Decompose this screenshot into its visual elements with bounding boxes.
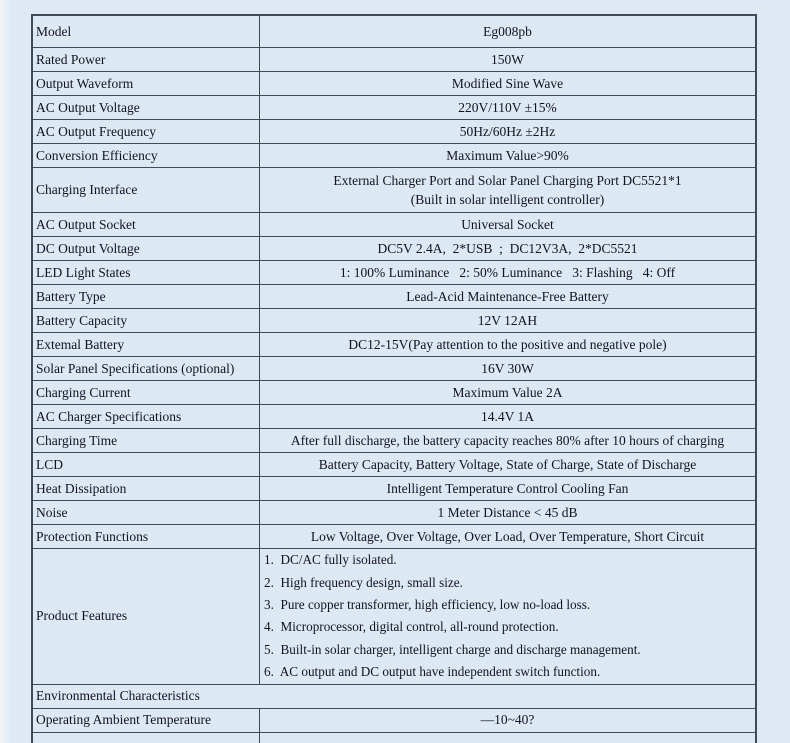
specification-table [31,14,757,743]
row-value: Battery Capacity, Battery Voltage, State of Charge, State of Discharge [318,456,697,472]
row-value: —10~40? [480,712,535,728]
row-label: AC Output Voltage [33,96,260,119]
row-label: Battery Capacity [33,309,260,332]
row-label: Charging Current [33,381,260,404]
row-value: Universal Socket [461,216,554,232]
row-value: Low Voltage, Over Voltage, Over Load, Over Temperature, Short Circuit [310,528,705,544]
spec-row-partial-cutoff [33,732,755,743]
row-value: After full discharge, the battery capacity reaches 80% after 10 hours of charging [290,432,725,448]
page-left-edge [0,0,12,743]
spec-row-noise [33,500,755,524]
spec-row-battery-capacity [33,308,755,332]
row-label: Extemal Battery [33,333,260,356]
row-label: Battery Type [33,285,260,308]
charging-interface-line1: External Charger Port and Solar Panel Charging Port DC5521*1 [333,172,682,188]
spec-row-heat-dissipation [33,476,755,500]
row-label: Charging Time [33,429,260,452]
spec-row-ac-output-socket [33,212,755,236]
row-label: Conversion Efficiency [33,144,260,167]
feature-item: 6. AC output and DC output have independent switch function. [264,664,601,680]
feature-item: 1. DC/AC fully isolated. [264,552,397,568]
charging-interface-line2: (Built in solar intelligent controller) [410,192,605,208]
row-value [260,168,755,212]
row-value: Modified Sine Wave [451,75,564,91]
row-value: DC5V 2.4A, 2*USB ; DC12V3A, 2*DC5521 [377,240,638,256]
spec-row-ac-output-voltage [33,95,755,119]
spec-row-environmental-characteristics [33,684,755,708]
row-value: 1: 100% Luminance 2: 50% Luminance 3: Flashing 4: Off [339,264,676,280]
feature-item: 3. Pure copper transformer, high efficiency, low no-load loss. [264,597,591,613]
row-value: 50Hz/60Hz ±2Hz [459,123,556,139]
spec-row-led-light-states [33,260,755,284]
row-label: Product Features [33,549,260,684]
spec-row-model [33,16,755,47]
feature-item: 4. Microprocessor, digital control, all-round protection. [264,619,559,635]
section-header: Environmental Characteristics [36,688,200,704]
row-value: 16V 30W [481,360,534,376]
row-value: Maximum Value 2A [452,384,563,400]
row-label: Solar Panel Specifications (optional) [33,357,260,380]
spec-row-product-features [33,548,755,684]
row-label: Model [33,16,260,47]
row-label: AC Output Socket [33,213,260,236]
spec-row-conversion-efficiency [33,143,755,167]
row-label: Output Waveform [33,72,260,95]
row-label: AC Charger Specifications [33,405,260,428]
row-label: Noise [33,501,260,524]
row-label: LED Light States [33,261,260,284]
spec-row-operating-ambient-temperature [33,708,755,732]
row-label: Heat Dissipation [33,477,260,500]
feature-item: 2. High frequency design, small size. [264,574,463,590]
row-label: Charging Interface [33,168,260,212]
row-value: DC12-15V(Pay attention to the positive and negative pole) [348,336,667,352]
row-value: 12V 12AH [477,312,538,328]
spec-row-output-waveform [33,71,755,95]
row-label: Operating Ambient Temperature [33,709,260,732]
row-label: DC Output Voltage [33,237,260,260]
row-value: 220V/110V ±15% [458,99,557,115]
row-value: Lead-Acid Maintenance-Free Battery [406,288,609,304]
row-value: Intelligent Temperature Control Cooling Fan [386,480,629,496]
row-value: Eg008pb [483,23,532,39]
feature-item: 5. Built-in solar charger, intelligent charge and discharge management. [264,641,641,657]
spec-row-ac-output-frequency [33,119,755,143]
spec-row-lcd [33,452,755,476]
spec-row-protection-functions [33,524,755,548]
row-value: 150W [491,51,524,67]
spec-row-ac-charger-specs [33,404,755,428]
row-value: 1 Meter Distance < 45 dB [437,504,578,520]
row-label: Protection Functions [33,525,260,548]
row-label [33,733,260,743]
row-value: Maximum Value>90% [446,147,569,163]
spec-row-external-battery [33,332,755,356]
product-features-list [260,549,755,684]
row-value [260,733,755,743]
spec-row-rated-power [33,47,755,71]
row-value: 14.4V 1A [480,408,534,424]
row-label: Rated Power [33,48,260,71]
row-label: LCD [33,453,260,476]
spec-row-battery-type [33,284,755,308]
spec-row-solar-panel-specs [33,356,755,380]
row-label: AC Output Frequency [33,120,260,143]
spec-row-charging-time [33,428,755,452]
spec-row-charging-interface [33,167,755,212]
spec-row-dc-output-voltage [33,236,755,260]
spec-row-charging-current [33,380,755,404]
